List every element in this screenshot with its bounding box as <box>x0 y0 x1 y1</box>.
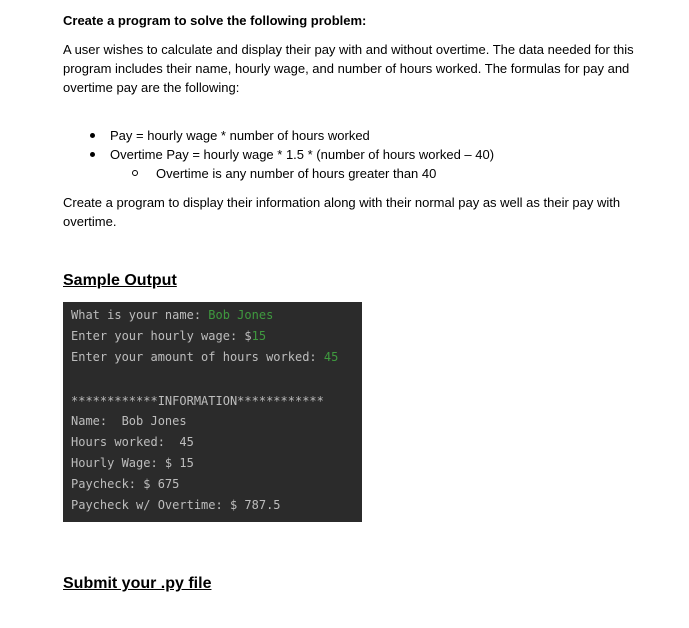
terminal-hours-input: 45 <box>323 350 339 364</box>
terminal-overtime-line: Paycheck w/ Overtime: $ 787.5 <box>71 498 281 512</box>
terminal-paycheck-line: Paycheck: $ 675 <box>71 477 180 491</box>
formula-overtime-pay: Overtime Pay = hourly wage * 1.5 * (number of hours worked – 40) <box>63 145 653 164</box>
terminal-name-input: Bob Jones <box>208 308 274 322</box>
formula-pay: Pay = hourly wage * number of hours worked <box>63 126 653 145</box>
submit-instruction: Submit your .py file <box>63 575 212 592</box>
formula-list <box>63 126 653 183</box>
terminal-wage-input: 15 <box>251 329 267 343</box>
terminal-hours-line: Hours worked: 45 <box>71 435 194 449</box>
terminal-wage-prompt: Enter your hourly wage: $ <box>71 329 252 343</box>
terminal-wage-prompt-line <box>71 328 266 344</box>
terminal-wage-line: Hourly Wage: $ 15 <box>71 456 194 470</box>
terminal-name-prompt: What is your name: <box>71 308 209 322</box>
sample-output-terminal <box>63 302 362 522</box>
terminal-info-banner: ************INFORMATION************ <box>71 394 324 408</box>
intro-paragraph: A user wishes to calculate and display their pay with and without overtime. The data needed for this program includes their name, hourly wage, and number of hours worked. The formulas for pay and overtime pay are the following: <box>63 42 634 95</box>
sample-output-title: Sample Output <box>63 272 177 289</box>
overtime-definition: Overtime is any number of hours greater than 40 <box>63 164 653 183</box>
terminal-name-line: Name: Bob Jones <box>71 414 187 428</box>
terminal-hours-prompt-line <box>71 349 338 365</box>
terminal-name-prompt-line <box>71 307 273 323</box>
terminal-hours-prompt: Enter your amount of hours worked: <box>71 350 324 364</box>
assignment-heading: Create a program to solve the following problem: <box>63 13 367 28</box>
closing-paragraph: Create a program to display their information along with their normal pay as well as their pay with overtime. <box>63 195 621 229</box>
